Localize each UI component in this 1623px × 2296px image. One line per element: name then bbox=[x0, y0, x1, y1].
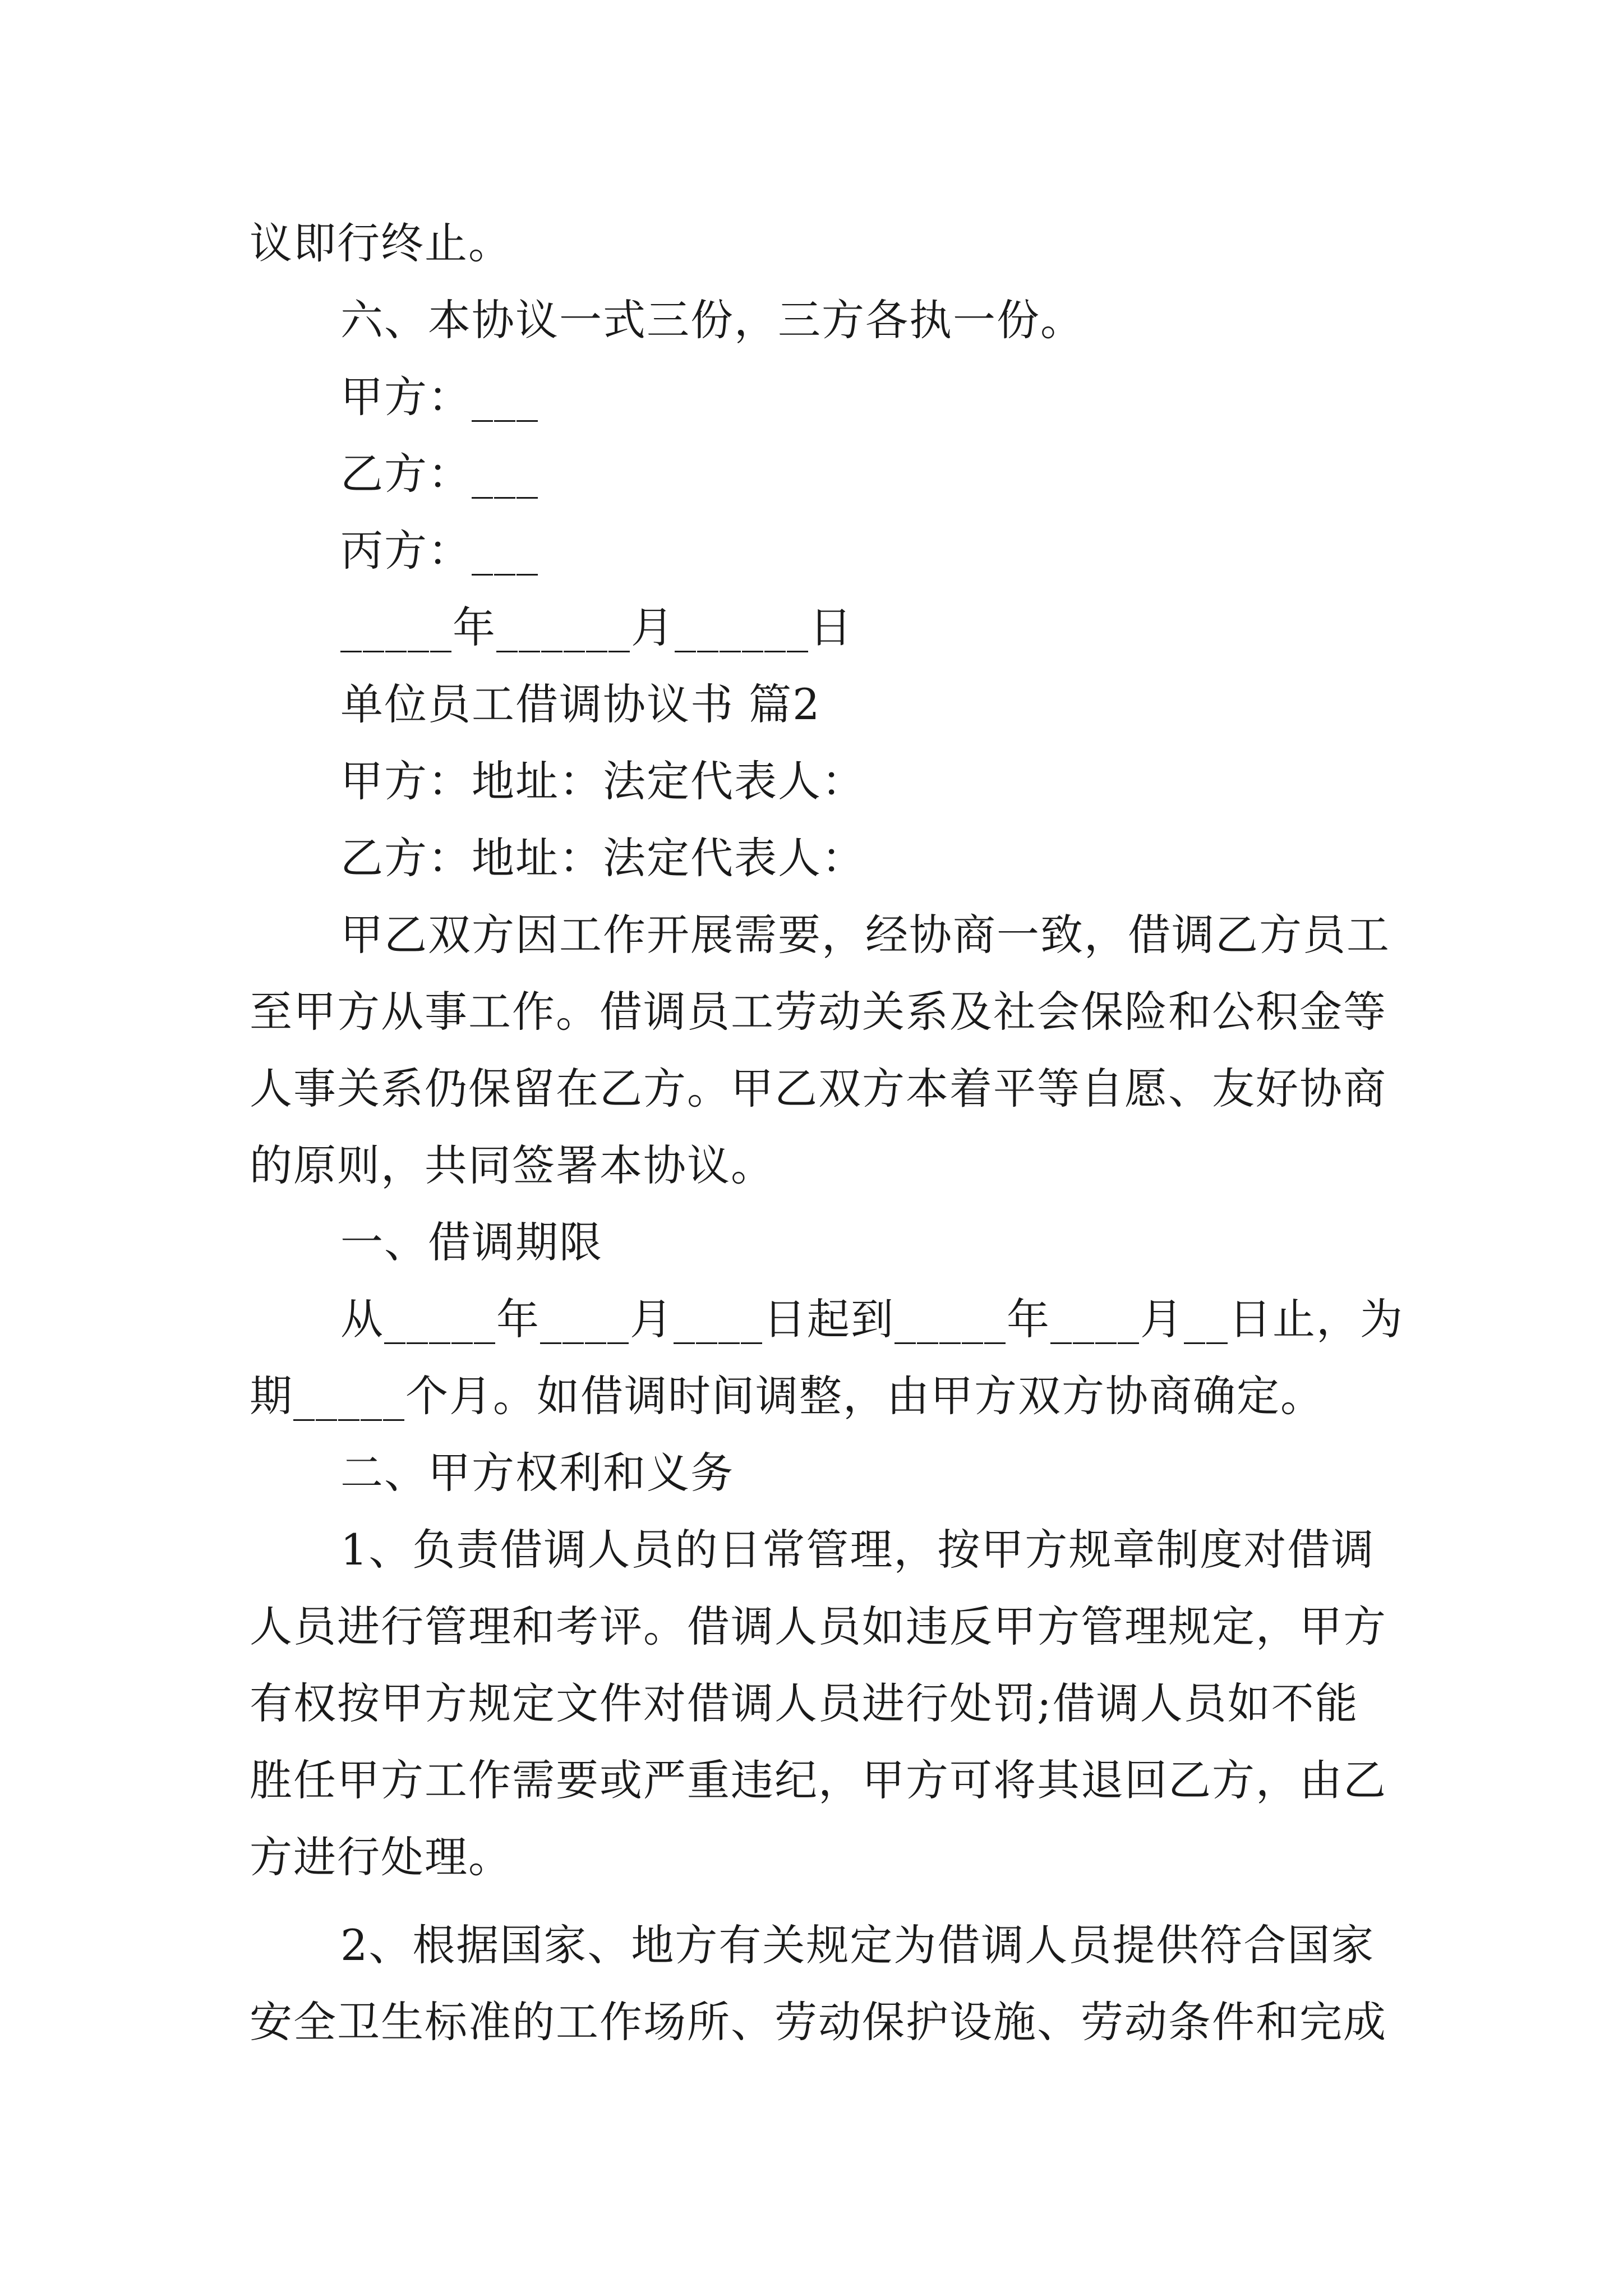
party-a-info: 甲方：地址：法定代表人： bbox=[340, 756, 865, 806]
signature-party-b: 乙方：___ bbox=[340, 449, 539, 499]
item-two-paragraph bbox=[250, 1907, 1388, 2060]
intro-paragraph bbox=[250, 896, 1388, 1204]
text-line: 人事关系仍保留在乙方。甲乙双方本着平等自愿、友好协商 bbox=[250, 1064, 1387, 1114]
signature-date: _____年______月______日 bbox=[340, 602, 853, 652]
text-line: 至甲方从事工作。借调员工劳动关系及社会保险和公积金等 bbox=[250, 987, 1387, 1037]
text-line: 2、根据国家、地方有关规定为借调人员提供符合国家 bbox=[340, 1920, 1375, 1970]
text-line: 议即行终止。 bbox=[250, 218, 512, 268]
document-heading: 单位员工借调协议书 篇2 bbox=[340, 679, 821, 729]
text-line: 从_____年____月____日起到_____年____月__日止，为 bbox=[340, 1294, 1404, 1344]
section-title: 二、甲方权利和义务 bbox=[340, 1448, 734, 1498]
text-line: 人员进行管理和考评。借调人员如违反甲方管理规定，甲方 bbox=[250, 1602, 1387, 1651]
text-line: 甲乙双方因工作开展需要，经协商一致，借调乙方员工 bbox=[340, 910, 1390, 960]
document-page bbox=[250, 205, 1404, 2060]
text-line: 期_____个月。如借调时间调整，由甲方双方协商确定。 bbox=[250, 1371, 1324, 1421]
text-line: 方进行处理。 bbox=[250, 1832, 512, 1882]
clause-six: 六、本协议一式三份，三方各执一份。 bbox=[340, 295, 1084, 345]
text-line: 有权按甲方规定文件对借调人员进行处罚;借调人员如不能 bbox=[250, 1678, 1359, 1728]
section-title: 一、借调期限 bbox=[340, 1217, 603, 1267]
party-b-info: 乙方：地址：法定代表人： bbox=[340, 833, 865, 883]
signature-party-c: 丙方：___ bbox=[340, 526, 539, 576]
signature-party-a: 甲方：___ bbox=[340, 372, 539, 422]
text-line: 1、负责借调人员的日常管理，按甲方规章制度对借调 bbox=[340, 1525, 1375, 1575]
text-line: 胜任甲方工作需要或严重违纪，甲方可将其退回乙方，由乙 bbox=[250, 1755, 1387, 1805]
period-paragraph bbox=[250, 1281, 1404, 1434]
text-line: 的原则，共同签署本协议。 bbox=[250, 1140, 774, 1190]
item-one-paragraph bbox=[250, 1511, 1388, 1895]
paragraph-gap bbox=[250, 1895, 1388, 1907]
text-line: 安全卫生标准的工作场所、劳动保护设施、劳动条件和完成 bbox=[250, 1997, 1387, 2047]
